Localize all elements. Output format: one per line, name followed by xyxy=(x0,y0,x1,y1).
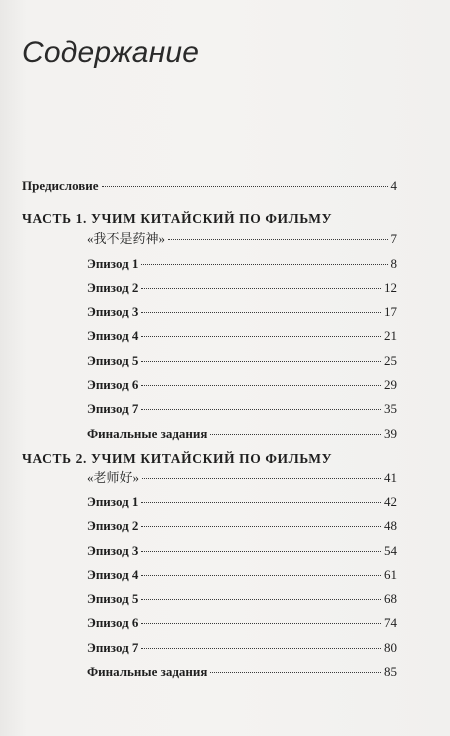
toc-entry-title: Эпизод 4 xyxy=(87,567,139,582)
toc-entry-title: Эпизод 6 xyxy=(87,615,139,630)
toc-entry-title: Эпизод 5 xyxy=(87,353,139,368)
toc-entry-title: Эпизод 1 xyxy=(87,256,139,271)
leader-dots xyxy=(141,288,381,289)
toc-entry-page: 12 xyxy=(384,280,397,295)
toc-entry-title: Эпизод 7 xyxy=(87,401,139,416)
toc-entry-title: Эпизод 3 xyxy=(87,543,139,558)
toc-entry xyxy=(87,256,397,272)
leader-dots xyxy=(141,361,381,362)
toc-entry-title: «我不是药神» xyxy=(87,231,166,246)
leader-dots xyxy=(141,648,381,649)
toc-entry-title: Эпизод 5 xyxy=(87,591,139,606)
toc-entry-page: 17 xyxy=(384,304,397,319)
toc-entry xyxy=(87,328,397,344)
leader-dots xyxy=(141,312,381,313)
toc-entry-title: Эпизод 6 xyxy=(87,377,139,392)
toc-entry xyxy=(87,377,397,393)
leader-dots xyxy=(102,186,388,187)
toc-entry-page: 21 xyxy=(384,328,397,343)
toc-entry-preface xyxy=(22,178,397,194)
leader-dots xyxy=(141,409,381,410)
part-heading-1: ЧАСТЬ 1. УЧИМ КИТАЙСКИЙ ПО ФИЛЬМУ xyxy=(22,211,333,226)
leader-dots xyxy=(141,551,381,552)
leader-dots xyxy=(141,526,381,527)
toc-entry-page: 48 xyxy=(384,518,397,533)
part-heading-2: ЧАСТЬ 2. УЧИМ КИТАЙСКИЙ ПО ФИЛЬМУ xyxy=(22,451,333,466)
toc-entry-title: Эпизод 7 xyxy=(87,640,139,655)
toc-entry xyxy=(87,426,397,442)
toc-entry-page: 54 xyxy=(384,543,397,558)
toc-entry xyxy=(87,304,397,320)
toc-entry-page: 8 xyxy=(390,256,397,271)
toc-entry-title: Предисловие xyxy=(22,178,99,193)
toc-entry-page: 42 xyxy=(384,494,397,509)
page-title: Содержание xyxy=(22,36,200,69)
leader-dots xyxy=(142,478,381,479)
toc-entry-title: Эпизод 2 xyxy=(87,518,139,533)
toc-entry-page: 29 xyxy=(384,377,397,392)
toc-entry-page: 80 xyxy=(384,640,397,655)
toc-entry-page: 41 xyxy=(384,470,397,485)
leader-dots xyxy=(141,502,381,503)
toc-entry xyxy=(87,494,397,510)
toc-entry xyxy=(87,401,397,417)
leader-dots xyxy=(141,336,381,337)
leader-dots xyxy=(168,239,387,240)
toc-entry-title: Эпизод 1 xyxy=(87,494,139,509)
toc-entry-title: «老师好» xyxy=(87,470,140,485)
toc-entry-page: 85 xyxy=(384,664,397,679)
toc-entry-film-2 xyxy=(87,470,397,486)
toc-entry-title: Эпизод 2 xyxy=(87,280,139,295)
toc-entry-page: 68 xyxy=(384,591,397,606)
toc-entry-title: Эпизод 3 xyxy=(87,304,139,319)
leader-dots xyxy=(141,623,381,624)
toc-entry xyxy=(87,543,397,559)
leader-dots xyxy=(210,434,381,435)
toc-entry xyxy=(87,567,397,583)
toc-entry-page: 61 xyxy=(384,567,397,582)
toc-entry-title: Финальные задания xyxy=(87,426,208,441)
toc-entry xyxy=(87,664,397,680)
toc-entry xyxy=(87,640,397,656)
toc-entry-title: Эпизод 4 xyxy=(87,328,139,343)
toc-entry-page: 74 xyxy=(384,615,397,630)
toc-entry-page: 7 xyxy=(390,231,397,246)
leader-dots xyxy=(210,672,381,673)
leader-dots xyxy=(141,599,381,600)
leader-dots xyxy=(141,575,381,576)
toc-entry xyxy=(87,518,397,534)
toc-entry-film-1 xyxy=(87,231,397,247)
toc-entry-page: 39 xyxy=(384,426,397,441)
leader-dots xyxy=(141,385,381,386)
toc-entry-page: 35 xyxy=(384,401,397,416)
toc-entry xyxy=(87,353,397,369)
toc-entry-title: Финальные задания xyxy=(87,664,208,679)
toc-entry xyxy=(87,591,397,607)
toc-entry-page: 25 xyxy=(384,353,397,368)
toc-entry xyxy=(87,615,397,631)
toc-entry xyxy=(87,280,397,296)
leader-dots xyxy=(141,264,387,265)
toc-entry-page: 4 xyxy=(390,178,397,193)
